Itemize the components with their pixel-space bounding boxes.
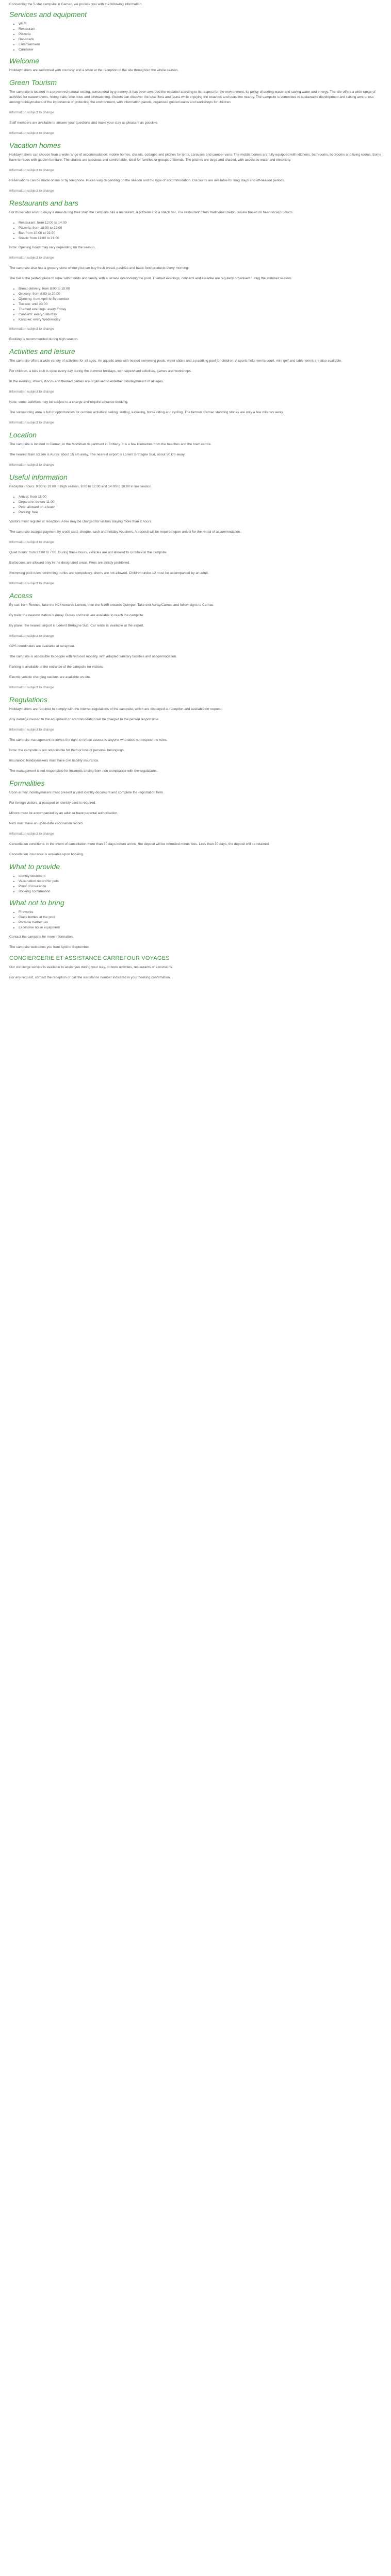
situation-p1: The campsite is located in Carnac, in the Morbihan department in Brittany. It is a few kilometres from the beaches and the town centre. [9,443,212,446]
restaurant-extra-list [9,286,385,323]
formalities-sub1: What to provide [9,862,60,871]
extra-item: • Concerts: every Saturday [19,312,385,317]
service-item: • Caretaker [19,47,385,53]
welcome-title: Welcome [9,57,40,65]
regulation-title: Regulations [9,696,47,704]
tourism-title: Green Tourism [9,78,57,87]
formalities-p3: Minors must be accompanied by an adult or have parental authorisation. [9,811,119,815]
vacation-note2: Information subject to change [9,189,54,193]
forbidden-item: • Glass bottles at the pool [19,915,385,920]
service-item: • Bar-snack [19,37,385,42]
regulation-p3: The campsite management reserves the right to refuse access to anyone who does not respect the rules. [9,738,168,742]
useful-item: • Pets: allowed on a leash [19,505,385,510]
restaurant-p5: Booking is recommended during high season. [9,337,78,341]
hours-item: • Restaurant: from 12:00 to 14:00 [19,221,385,226]
hours-item: • Bar: from 10:00 to 23:00 [19,231,385,236]
vacation-p2: Reservations can be made online or by telephone. Prices vary depending on the season and the type of accommodation. Discounts are available for long stays and off-season periods. [9,179,285,182]
access-p4: GPS coordinates are available at reception. [9,645,75,648]
formalities-p7: Contact the campsite for more information. [9,935,74,939]
service-item: • Pizzeria [19,32,385,37]
services-title: Services and equipment [9,10,87,19]
useful-note2: Information subject to change [9,582,54,585]
forbidden-item: • Portable barbecues [19,920,385,925]
provide-item: • Vaccination record for pets [19,879,385,884]
access-p3: By plane: the nearest airport is Lorient Bretagne Sud. Car rental is available at the airport. [9,624,144,628]
useful-item: • Arrival: from 15:00 [19,495,385,500]
formalities-p5: Cancellation conditions: in the event of cancellation more than 30 days before arrival, the deposit will be refunded minus fees. Less than 30 days, the deposit will be retained. [9,842,270,846]
useful-p1: Reception hours: 9:00 to 19:00 in high season, 9:00 to 12:00 and 14:00 to 18:00 in low season. [9,485,153,488]
situation-p2: The nearest train station is Auray, about 15 km away. The nearest airport is Lorient Bretagne Sud, about 50 km away. [9,453,186,456]
page-content [0,0,391,980]
vacation-title: Vacation homes [9,141,61,149]
restaurant-note2: Information subject to change [9,327,54,331]
formalities-p1: Upon arrival, holidaymakers must present a valid identity document and complete the registration form. [9,791,164,794]
regulation-p6: The management is not responsible for incidents arising from non-compliance with the regulations. [9,769,158,773]
regulation-note1: Information subject to change [9,728,54,732]
formalities-list2 [9,910,385,930]
provide-item: • Proof of insurance [19,884,385,889]
access-p6: Parking is available at the entrance of the campsite for visitors. [9,665,104,669]
situation-title: Location [9,431,37,439]
useful-title: Useful information [9,473,68,481]
formalities-list1 [9,874,385,894]
hours-item: • Snack: from 11:00 to 21:00 [19,236,385,241]
restaurant-hours-list [9,221,385,241]
welcome-p2: The campsite is located in a preserved natural setting, surrounded by greenery. It has been awarded the ecolabel attesting to its respect for the environment, its policy of sorting waste and saving water and energy. The site offers a wide range of activities for nature lovers, hiking trails, bike rides and birdwatching. Visitors can discover the local flora and fauna while enjoying the beaches and coastline nearby. The campsite is committed to sustainable development and raising awareness among holidaymakers of the importance of protecting the environment, with information panels, organised guided walks and workshops for children. [9,90,376,104]
regulation-p2: Any damage caused to the equipment or accommodation will be charged to the person responsible. [9,718,159,721]
conciergerie-p2: For any request, contact the reception or call the assistance number indicated in your booking confirmation. [9,976,171,979]
welcome-note2: Information subject to change [9,131,54,135]
useful-p3: The campsite accepts payment by credit card, cheque, cash and holiday vouchers. A deposit will be required upon arrival for the rental of accommodation. [9,530,241,534]
service-item: • Restaurant [19,27,385,32]
access-p7: Electric vehicle charging stations are available on site. [9,675,91,679]
activities-note1: Information subject to change [9,390,54,394]
welcome-p3: Staff members are available to answer your questions and make your stay as pleasant as possible. [9,121,158,125]
useful-p5: Barbecues are allowed only in the designated areas. Fires are strictly prohibited. [9,561,131,565]
welcome-note1: Information subject to change [9,111,54,114]
formalities-sub2: What not to bring [9,899,64,907]
formalities-p8: The campsite welcomes you from April to September. [9,945,90,949]
useful-p2: Visitors must register at reception. A fee may be charged for visitors staying more than 2 hours. [9,520,152,523]
activities-title: Activities and leisure [9,347,75,355]
formalities-p6: Cancellation insurance is available upon booking. [9,853,84,856]
regulation-p1: Holidaymakers are required to comply with the internal regulations of the campsite, which are displayed at reception and available on request. [9,707,223,711]
provide-item: • Booking confirmation [19,889,385,894]
useful-item: • Departure: before 11:00 [19,500,385,505]
useful-list [9,495,385,515]
activities-note2: Information subject to change [9,421,54,425]
extra-item: • Karaoke: every Wednesday [19,317,385,323]
forbidden-item: • Fireworks [19,910,385,915]
activities-p3: In the evening, shows, discos and themed parties are organised to entertain holidaymakers of all ages. [9,380,164,383]
access-title: Access [9,591,33,600]
restaurant-p4: The bar is the perfect place to relax with friends and family, with a terrace overlooking the pool. Themed evenings, concerts and karaoke are regularly organised during the summer season. [9,277,292,280]
activities-p5: The surrounding area is full of opportunities for outdoor activities: sailing, surfing, kayaking, horse riding and cycling. The famous Carnac standing stones are only a few minutes away. [9,411,284,414]
extra-item: • Bread delivery: from 8:00 to 10:00 [19,286,385,292]
extra-item: • Grocery: from 8:00 to 20:00 [19,292,385,297]
formalities-title: Formalities [9,779,45,787]
useful-item: • Parking: free [19,510,385,515]
access-p2: By train: the nearest station is Auray. Buses and taxis are available to reach the campsite. [9,614,144,617]
services-list [9,22,385,53]
extra-item: • Themed evenings: every Friday [19,307,385,312]
intro-text: Concerning the 5-star campsite in Carnac, we provide you with the following information [9,3,142,6]
useful-note1: Information subject to change [9,540,54,544]
restaurant-p2: Note: Opening hours may vary depending on the season. [9,246,96,249]
service-item: • Entertainment [19,42,385,47]
provide-item: • Identity document [19,874,385,879]
vacation-note1: Information subject to change [9,168,54,172]
conciergerie-title: CONCIERGERIE ET ASSISTANCE CARREFOUR VOYAGES [9,955,170,961]
forbidden-item: • Excessive noise equipment [19,925,385,930]
extra-item: • Terrace: until 23:00 [19,302,385,307]
useful-p4: Quiet hours: from 23:00 to 7:00. During these hours, vehicles are not allowed to circulate in the campsite. [9,551,168,554]
restaurant-p1: For those who wish to enjoy a meal during their stay, the campsite has a restaurant, a pizzeria and a snack bar. The restaurant offers traditional Breton cuisine based on fresh local products. [9,211,294,214]
formalities-p4: Pets must have an up-to-date vaccination record. [9,822,84,825]
useful-p6: Swimming pool rules: swimming trunks are compulsory, shorts are not allowed. Children under 12 must be accompanied by an adult. [9,571,209,575]
extra-item: • Opening: from April to September [19,297,385,302]
regulation-p4: Note: the campsite is not responsible for theft or loss of personal belongings. [9,749,125,752]
access-p1: By car: from Rennes, take the N24 towards Lorient, then the N165 towards Quimper. Take exit Auray/Carnac and follow signs to Carnac. [9,603,215,607]
welcome-p1: Holidaymakers are welcomed with courtesy and a smile at the reception of the site throughout the whole season. [9,69,179,72]
activities-p1: The campsite offers a wide variety of activities for all ages. An aquatic area with heated swimming pools, water slides and a paddling pool for children. A sports field, tennis court, mini golf and table tennis are also available. [9,359,342,363]
access-p5: The campsite is accessible to people with reduced mobility, with adapted sanitary facilities and accommodation. [9,655,177,658]
access-note2: Information subject to change [9,686,54,689]
restaurant-p3: The campsite also has a grocery store where you can buy fresh bread, pastries and basic food products every morning. [9,266,189,270]
activities-p4: Note: some activities may be subject to a charge and require advance booking. [9,400,128,404]
hours-item: • Pizzeria: from 18:00 to 22:00 [19,226,385,231]
service-item: • Wi-Fi [19,22,385,27]
situation-note1: Information subject to change [9,463,54,467]
formalities-note1: Information subject to change [9,832,54,836]
activities-p2: For children, a kids club is open every day during the summer holidays, with supervised activities, games and workshops. [9,369,192,373]
access-note1: Information subject to change [9,634,54,638]
regulation-p5: Insurance: holidaymakers must have civil liability insurance. [9,759,100,762]
conciergerie-p1: Our concierge service is available to assist you during your stay, to book activities, restaurants or excursions. [9,965,173,969]
restaurant-note1: Information subject to change [9,256,54,260]
restaurant-title: Restaurants and bars [9,199,78,207]
vacation-p1: Holidaymakers can choose from a wide range of accommodation: mobile homes, chalets, cottages and pitches for tents, caravans and camper vans. The mobile homes are fully equipped with kitchens, bathrooms, bedrooms and living rooms. Some have terraces with garden furniture. The chalets are spacious and comfortable, ideal for families or groups of friends. The pitches are large and shaded, with access to water and electricity. [9,153,382,162]
formalities-p2: For foreign visitors, a passport or identity card is required. [9,801,96,805]
